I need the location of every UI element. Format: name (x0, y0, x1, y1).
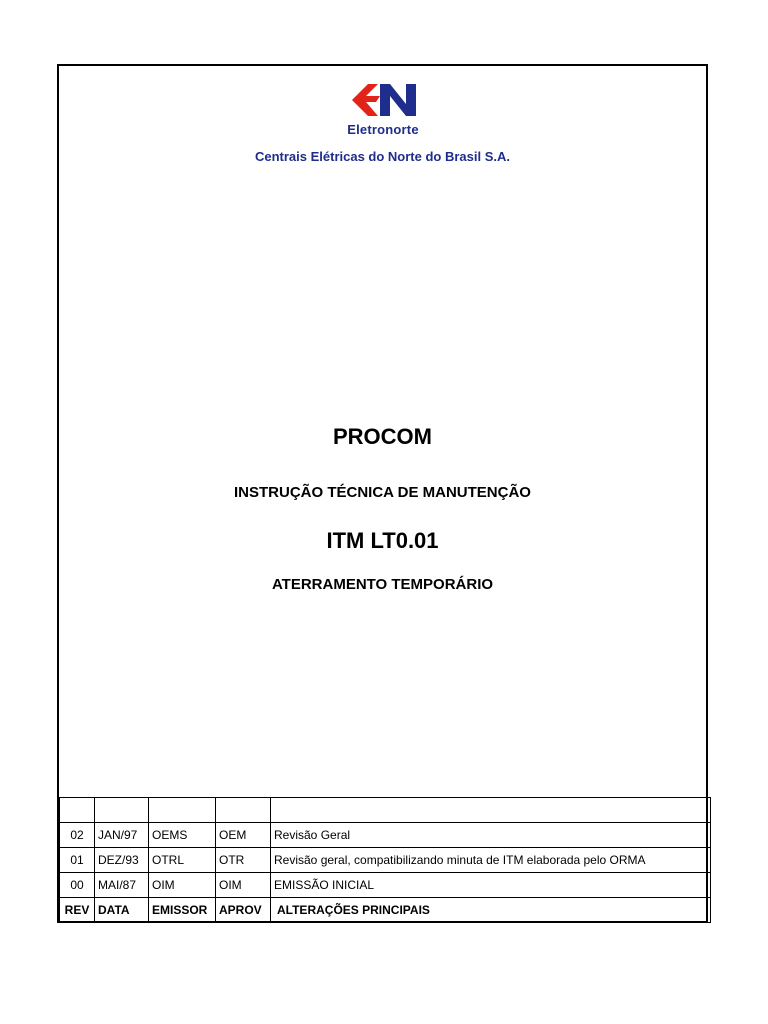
document-code: ITM LT0.01 (326, 528, 439, 553)
issuer-cell: OEMS (149, 823, 216, 848)
document-title: ATERRAMENTO TEMPORÁRIO (271, 576, 494, 593)
table-row (60, 848, 711, 873)
header-date: DATA (95, 898, 149, 923)
issuer-cell: OTRL (149, 848, 216, 873)
approver-cell: OIM (216, 873, 271, 898)
date-cell: DEZ/93 (95, 848, 149, 873)
approver-cell: OTR (216, 848, 271, 873)
document-type: INSTRUÇÃO TÉCNICA DE MANUTENÇÃO (234, 484, 531, 501)
program-name: PROCOM (333, 424, 432, 449)
company-name: Centrais Elétricas do Norte do Brasil S.A. (254, 149, 511, 164)
rev-cell: 00 (60, 873, 95, 898)
rev-cell: 02 (60, 823, 95, 848)
changes-cell: EMISSÃO INICIAL (271, 873, 711, 898)
date-cell: MAI/87 (95, 873, 149, 898)
revision-table (59, 797, 711, 923)
date-cell: JAN/97 (95, 823, 149, 848)
table-row-blank (60, 798, 711, 823)
header-issuer: EMISSOR (149, 898, 216, 923)
rev-cell: 01 (60, 848, 95, 873)
header-changes: ALTERAÇÕES PRINCIPAIS (271, 898, 711, 923)
header-approver: APROV (216, 898, 271, 923)
table-row (60, 873, 711, 898)
header-rev: REV (60, 898, 95, 923)
table-row (60, 823, 711, 848)
changes-cell: Revisão geral, compatibilizando minuta de ITM elaborada pelo ORMA (271, 848, 711, 873)
table-header-row (60, 898, 711, 923)
issuer-cell: OIM (149, 873, 216, 898)
brand-name: Eletronorte (347, 122, 419, 137)
approver-cell: OEM (216, 823, 271, 848)
changes-cell: Revisão Geral (271, 823, 711, 848)
